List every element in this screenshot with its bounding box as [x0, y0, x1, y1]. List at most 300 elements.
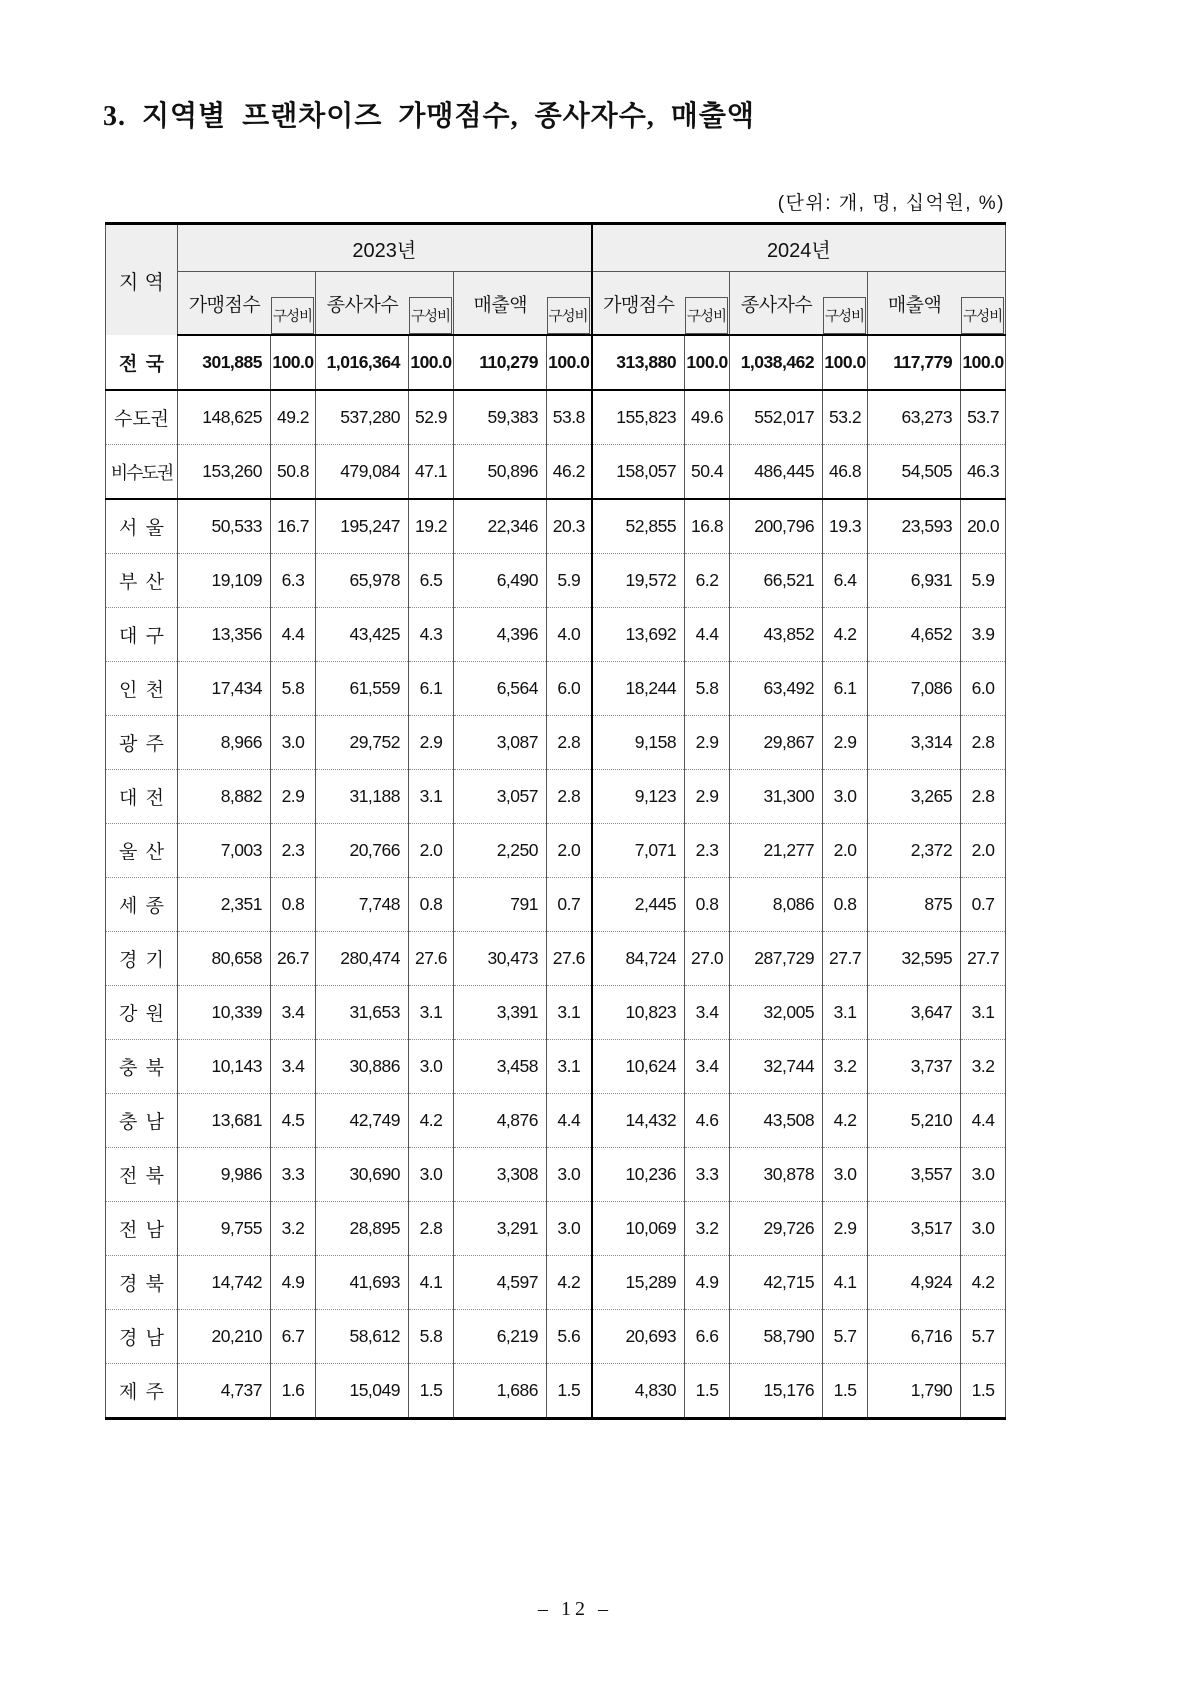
value-cell: 29,867 [730, 716, 823, 770]
value-cell: 3,458 [454, 1040, 547, 1094]
header-row-years [106, 224, 1006, 272]
value-cell: 3.0 [961, 1148, 1006, 1202]
value-cell: 0.8 [271, 878, 316, 932]
table-row [106, 1256, 1006, 1310]
value-cell: 20.0 [961, 499, 1006, 554]
value-cell: 3.0 [409, 1148, 454, 1202]
value-cell: 5.8 [685, 662, 730, 716]
value-cell: 29,726 [730, 1202, 823, 1256]
value-cell: 2,445 [592, 878, 685, 932]
value-cell: 3.0 [823, 770, 868, 824]
year-header: 2023년 [178, 224, 592, 272]
value-cell: 27.7 [961, 932, 1006, 986]
ratio-label: 구성비 [823, 297, 866, 334]
value-cell: 4.4 [547, 1094, 592, 1148]
value-cell: 3.2 [685, 1202, 730, 1256]
value-cell: 486,445 [730, 445, 823, 500]
value-cell: 2.8 [961, 716, 1006, 770]
region-cell: 부 산 [106, 554, 178, 608]
value-cell: 4.9 [271, 1256, 316, 1310]
value-cell: 2.0 [961, 824, 1006, 878]
measure-header [454, 272, 592, 336]
value-cell: 27.6 [547, 932, 592, 986]
region-cell: 비수도권 [106, 445, 178, 500]
value-cell: 5.9 [961, 554, 1006, 608]
value-cell: 10,823 [592, 986, 685, 1040]
value-cell: 0.8 [685, 878, 730, 932]
value-cell: 5.8 [271, 662, 316, 716]
value-cell: 2.9 [823, 716, 868, 770]
table-row [106, 554, 1006, 608]
value-cell: 3.2 [271, 1202, 316, 1256]
region-cell: 경 남 [106, 1310, 178, 1364]
value-cell: 20.3 [547, 499, 592, 554]
value-cell: 50,896 [454, 445, 547, 500]
value-cell: 4.2 [547, 1256, 592, 1310]
page-number: – 12 – [538, 1598, 612, 1620]
value-cell: 43,852 [730, 608, 823, 662]
value-cell: 46.8 [823, 445, 868, 500]
value-cell: 84,724 [592, 932, 685, 986]
value-cell: 30,886 [316, 1040, 409, 1094]
value-cell: 3.0 [823, 1148, 868, 1202]
region-cell: 수도권 [106, 390, 178, 445]
value-cell: 3.3 [685, 1148, 730, 1202]
value-cell: 41,693 [316, 1256, 409, 1310]
value-cell: 158,057 [592, 445, 685, 500]
value-cell: 3.1 [409, 986, 454, 1040]
table-row [106, 499, 1006, 554]
value-cell: 52,855 [592, 499, 685, 554]
value-cell: 4.5 [271, 1094, 316, 1148]
table-row [106, 1148, 1006, 1202]
value-cell: 30,878 [730, 1148, 823, 1202]
value-cell: 10,624 [592, 1040, 685, 1094]
value-cell: 2.9 [271, 770, 316, 824]
value-cell: 4.6 [685, 1094, 730, 1148]
value-cell: 53.8 [547, 390, 592, 445]
value-cell: 2.8 [961, 770, 1006, 824]
value-cell: 3,308 [454, 1148, 547, 1202]
value-cell: 4,830 [592, 1364, 685, 1419]
value-cell: 4.1 [409, 1256, 454, 1310]
value-cell: 3,291 [454, 1202, 547, 1256]
value-cell: 49.2 [271, 390, 316, 445]
value-cell: 29,752 [316, 716, 409, 770]
value-cell: 3.2 [961, 1040, 1006, 1094]
table-container [105, 222, 1005, 1420]
value-cell: 3.4 [271, 986, 316, 1040]
value-cell: 6.6 [685, 1310, 730, 1364]
value-cell: 5.7 [961, 1310, 1006, 1364]
value-cell: 27.6 [409, 932, 454, 986]
value-cell: 3.4 [685, 986, 730, 1040]
value-cell: 46.2 [547, 445, 592, 500]
value-cell: 43,425 [316, 608, 409, 662]
value-cell: 287,729 [730, 932, 823, 986]
value-cell: 5.8 [409, 1310, 454, 1364]
value-cell: 2.8 [547, 770, 592, 824]
value-cell: 6,931 [868, 554, 961, 608]
value-cell: 20,693 [592, 1310, 685, 1364]
measure-label: 매출액 [887, 294, 942, 316]
value-cell: 21,277 [730, 824, 823, 878]
value-cell: 2.0 [547, 824, 592, 878]
value-cell: 14,742 [178, 1256, 271, 1310]
value-cell: 3,391 [454, 986, 547, 1040]
table-row [106, 824, 1006, 878]
value-cell: 100.0 [409, 335, 454, 390]
value-cell: 6.2 [685, 554, 730, 608]
value-cell: 2.9 [823, 1202, 868, 1256]
value-cell: 27.7 [823, 932, 868, 986]
year-header: 2024년 [592, 224, 1006, 272]
value-cell: 7,003 [178, 824, 271, 878]
table-row [106, 662, 1006, 716]
value-cell: 155,823 [592, 390, 685, 445]
value-cell: 1,790 [868, 1364, 961, 1419]
value-cell: 2,372 [868, 824, 961, 878]
value-cell: 2.9 [685, 770, 730, 824]
table-row [106, 335, 1006, 390]
value-cell: 49.6 [685, 390, 730, 445]
value-cell: 313,880 [592, 335, 685, 390]
value-cell: 5.9 [547, 554, 592, 608]
value-cell: 100.0 [547, 335, 592, 390]
value-cell: 32,744 [730, 1040, 823, 1094]
table-row [106, 1310, 1006, 1364]
value-cell: 66,521 [730, 554, 823, 608]
value-cell: 50.4 [685, 445, 730, 500]
value-cell: 30,473 [454, 932, 547, 986]
table-row [106, 1040, 1006, 1094]
value-cell: 4,597 [454, 1256, 547, 1310]
table-row [106, 390, 1006, 445]
region-cell: 대 구 [106, 608, 178, 662]
table-row [106, 608, 1006, 662]
value-cell: 10,069 [592, 1202, 685, 1256]
value-cell: 2,250 [454, 824, 547, 878]
value-cell: 42,715 [730, 1256, 823, 1310]
table-row [106, 878, 1006, 932]
table-row [106, 716, 1006, 770]
value-cell: 5.7 [823, 1310, 868, 1364]
value-cell: 2.8 [409, 1202, 454, 1256]
value-cell: 200,796 [730, 499, 823, 554]
table-row [106, 445, 1006, 500]
value-cell: 10,236 [592, 1148, 685, 1202]
region-cell: 경 기 [106, 932, 178, 986]
region-cell: 강 원 [106, 986, 178, 1040]
value-cell: 2.3 [271, 824, 316, 878]
value-cell: 9,123 [592, 770, 685, 824]
value-cell: 6,490 [454, 554, 547, 608]
value-cell: 31,188 [316, 770, 409, 824]
value-cell: 479,084 [316, 445, 409, 500]
value-cell: 15,289 [592, 1256, 685, 1310]
value-cell: 3,517 [868, 1202, 961, 1256]
value-cell: 63,273 [868, 390, 961, 445]
value-cell: 3.1 [547, 986, 592, 1040]
value-cell: 0.7 [547, 878, 592, 932]
measure-label: 가맹점수 [188, 294, 261, 316]
value-cell: 1.6 [271, 1364, 316, 1419]
value-cell: 4,876 [454, 1094, 547, 1148]
value-cell: 3.1 [961, 986, 1006, 1040]
region-cell: 충 남 [106, 1094, 178, 1148]
value-cell: 3.1 [409, 770, 454, 824]
value-cell: 20,766 [316, 824, 409, 878]
value-cell: 3,647 [868, 986, 961, 1040]
value-cell: 10,339 [178, 986, 271, 1040]
value-cell: 59,383 [454, 390, 547, 445]
value-cell: 4.2 [823, 608, 868, 662]
value-cell: 2.3 [685, 824, 730, 878]
value-cell: 117,779 [868, 335, 961, 390]
measure-header [316, 272, 454, 336]
value-cell: 53.2 [823, 390, 868, 445]
value-cell: 791 [454, 878, 547, 932]
value-cell: 1.5 [961, 1364, 1006, 1419]
region-cell: 인 천 [106, 662, 178, 716]
region-cell: 전 국 [106, 335, 178, 390]
value-cell: 4.2 [823, 1094, 868, 1148]
value-cell: 875 [868, 878, 961, 932]
value-cell: 50,533 [178, 499, 271, 554]
value-cell: 148,625 [178, 390, 271, 445]
value-cell: 4.2 [409, 1094, 454, 1148]
measure-header [868, 272, 1006, 336]
value-cell: 32,005 [730, 986, 823, 1040]
value-cell: 26.7 [271, 932, 316, 986]
value-cell: 3,314 [868, 716, 961, 770]
value-cell: 2,351 [178, 878, 271, 932]
value-cell: 537,280 [316, 390, 409, 445]
value-cell: 31,653 [316, 986, 409, 1040]
value-cell: 2.9 [409, 716, 454, 770]
table-row [106, 986, 1006, 1040]
value-cell: 6,716 [868, 1310, 961, 1364]
value-cell: 28,895 [316, 1202, 409, 1256]
value-cell: 14,432 [592, 1094, 685, 1148]
value-cell: 65,978 [316, 554, 409, 608]
ratio-label: 구성비 [547, 297, 590, 334]
value-cell: 552,017 [730, 390, 823, 445]
header-row-measures [106, 272, 1006, 336]
value-cell: 19,109 [178, 554, 271, 608]
region-column-header: 지 역 [106, 224, 178, 336]
value-cell: 1.5 [547, 1364, 592, 1419]
region-cell: 전 북 [106, 1148, 178, 1202]
value-cell: 17,434 [178, 662, 271, 716]
value-cell: 13,692 [592, 608, 685, 662]
value-cell: 3.1 [823, 986, 868, 1040]
value-cell: 100.0 [823, 335, 868, 390]
value-cell: 153,260 [178, 445, 271, 500]
value-cell: 6,219 [454, 1310, 547, 1364]
region-cell: 경 북 [106, 1256, 178, 1310]
value-cell: 3.1 [547, 1040, 592, 1094]
value-cell: 4.4 [961, 1094, 1006, 1148]
value-cell: 80,658 [178, 932, 271, 986]
value-cell: 0.8 [823, 878, 868, 932]
value-cell: 6.7 [271, 1310, 316, 1364]
region-cell: 세 종 [106, 878, 178, 932]
value-cell: 9,986 [178, 1148, 271, 1202]
value-cell: 13,681 [178, 1094, 271, 1148]
value-cell: 3,737 [868, 1040, 961, 1094]
value-cell: 32,595 [868, 932, 961, 986]
value-cell: 301,885 [178, 335, 271, 390]
value-cell: 2.0 [823, 824, 868, 878]
value-cell: 3,087 [454, 716, 547, 770]
value-cell: 3.4 [271, 1040, 316, 1094]
value-cell: 43,508 [730, 1094, 823, 1148]
value-cell: 280,474 [316, 932, 409, 986]
value-cell: 6.1 [823, 662, 868, 716]
value-cell: 22,346 [454, 499, 547, 554]
value-cell: 2.0 [409, 824, 454, 878]
value-cell: 9,158 [592, 716, 685, 770]
value-cell: 3.4 [685, 1040, 730, 1094]
value-cell: 6.0 [547, 662, 592, 716]
value-cell: 50.8 [271, 445, 316, 500]
value-cell: 53.7 [961, 390, 1006, 445]
measure-header [730, 272, 868, 336]
value-cell: 4.1 [823, 1256, 868, 1310]
value-cell: 30,690 [316, 1148, 409, 1202]
value-cell: 19,572 [592, 554, 685, 608]
value-cell: 0.7 [961, 878, 1006, 932]
value-cell: 1.5 [409, 1364, 454, 1419]
table-row [106, 1202, 1006, 1256]
value-cell: 4.3 [409, 608, 454, 662]
value-cell: 6.3 [271, 554, 316, 608]
value-cell: 19.3 [823, 499, 868, 554]
value-cell: 7,748 [316, 878, 409, 932]
value-cell: 16.8 [685, 499, 730, 554]
table-row [106, 1094, 1006, 1148]
value-cell: 8,966 [178, 716, 271, 770]
value-cell: 3,265 [868, 770, 961, 824]
value-cell: 4,924 [868, 1256, 961, 1310]
value-cell: 13,356 [178, 608, 271, 662]
value-cell: 4.0 [547, 608, 592, 662]
value-cell: 1.5 [823, 1364, 868, 1419]
table-row [106, 932, 1006, 986]
value-cell: 6.1 [409, 662, 454, 716]
value-cell: 20,210 [178, 1310, 271, 1364]
value-cell: 10,143 [178, 1040, 271, 1094]
region-cell: 광 주 [106, 716, 178, 770]
value-cell: 1,686 [454, 1364, 547, 1419]
value-cell: 0.8 [409, 878, 454, 932]
value-cell: 1.5 [685, 1364, 730, 1419]
value-cell: 4.2 [961, 1256, 1006, 1310]
table-row [106, 1364, 1006, 1419]
value-cell: 2.9 [685, 716, 730, 770]
value-cell: 3.0 [547, 1202, 592, 1256]
value-cell: 58,612 [316, 1310, 409, 1364]
measure-label: 가맹점수 [603, 294, 675, 316]
value-cell: 31,300 [730, 770, 823, 824]
value-cell: 63,492 [730, 662, 823, 716]
value-cell: 42,749 [316, 1094, 409, 1148]
ratio-label: 구성비 [961, 297, 1004, 334]
region-cell: 대 전 [106, 770, 178, 824]
measure-label: 종사자수 [326, 294, 399, 316]
value-cell: 6.4 [823, 554, 868, 608]
region-cell: 제 주 [106, 1364, 178, 1419]
value-cell: 15,049 [316, 1364, 409, 1419]
measure-header [178, 272, 316, 336]
value-cell: 52.9 [409, 390, 454, 445]
value-cell: 3.3 [271, 1148, 316, 1202]
table-row [106, 770, 1006, 824]
ratio-label: 구성비 [409, 297, 452, 334]
value-cell: 8,086 [730, 878, 823, 932]
value-cell: 7,071 [592, 824, 685, 878]
value-cell: 54,505 [868, 445, 961, 500]
value-cell: 16.7 [271, 499, 316, 554]
measure-label: 매출액 [473, 294, 528, 316]
value-cell: 3.0 [409, 1040, 454, 1094]
unit-note: (단위: 개, 명, 십억원, %) [777, 193, 1005, 214]
region-cell: 전 남 [106, 1202, 178, 1256]
value-cell: 3.9 [961, 608, 1006, 662]
value-cell: 3.0 [547, 1148, 592, 1202]
value-cell: 4.9 [685, 1256, 730, 1310]
value-cell: 47.1 [409, 445, 454, 500]
value-cell: 195,247 [316, 499, 409, 554]
value-cell: 23,593 [868, 499, 961, 554]
measure-header [592, 272, 730, 336]
value-cell: 15,176 [730, 1364, 823, 1419]
value-cell: 2.8 [547, 716, 592, 770]
value-cell: 1,038,462 [730, 335, 823, 390]
value-cell: 4.4 [685, 608, 730, 662]
value-cell: 100.0 [961, 335, 1006, 390]
value-cell: 19.2 [409, 499, 454, 554]
value-cell: 4,652 [868, 608, 961, 662]
value-cell: 8,882 [178, 770, 271, 824]
value-cell: 46.3 [961, 445, 1006, 500]
value-cell: 6,564 [454, 662, 547, 716]
value-cell: 18,244 [592, 662, 685, 716]
value-cell: 3.0 [271, 716, 316, 770]
value-cell: 3.0 [961, 1202, 1006, 1256]
value-cell: 7,086 [868, 662, 961, 716]
value-cell: 3,557 [868, 1148, 961, 1202]
value-cell: 9,755 [178, 1202, 271, 1256]
value-cell: 27.0 [685, 932, 730, 986]
ratio-label: 구성비 [685, 297, 728, 334]
page-title: 3. 지역별 프랜차이즈 가맹점수, 종사자수, 매출액 [103, 101, 755, 132]
value-cell: 3,057 [454, 770, 547, 824]
value-cell: 4,396 [454, 608, 547, 662]
measure-label: 종사자수 [740, 294, 813, 316]
value-cell: 6.0 [961, 662, 1006, 716]
value-cell: 6.5 [409, 554, 454, 608]
ratio-label: 구성비 [271, 297, 314, 334]
value-cell: 58,790 [730, 1310, 823, 1364]
region-cell: 충 북 [106, 1040, 178, 1094]
value-cell: 5.6 [547, 1310, 592, 1364]
value-cell: 1,016,364 [316, 335, 409, 390]
region-cell: 울 산 [106, 824, 178, 878]
stats-table [105, 222, 1006, 1420]
value-cell: 100.0 [685, 335, 730, 390]
